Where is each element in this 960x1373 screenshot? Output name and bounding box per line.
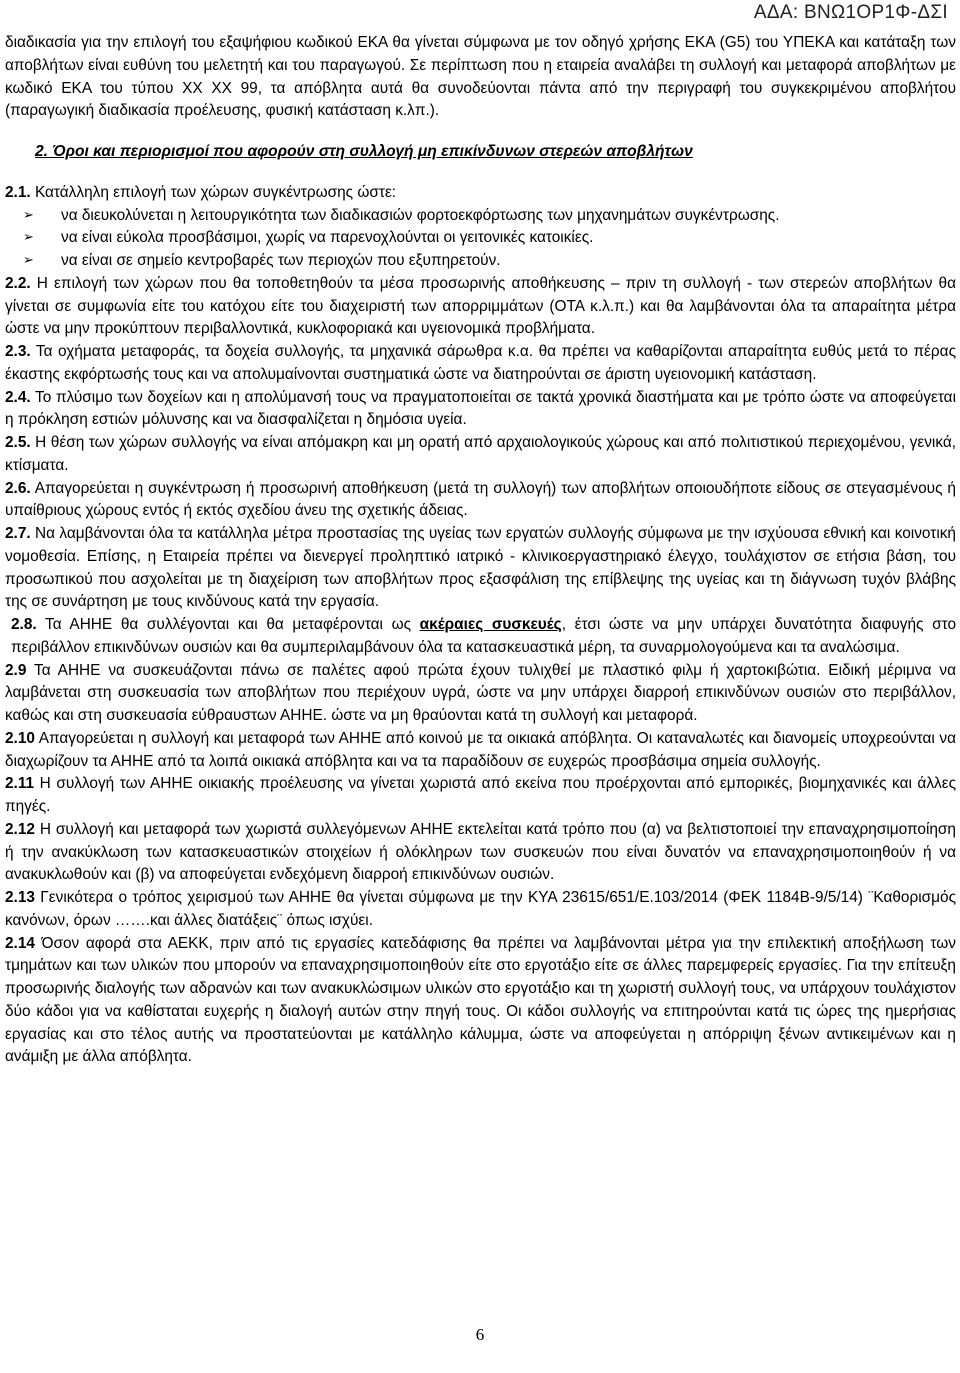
paragraph-number: 2.1. <box>5 183 31 201</box>
arrow-bullet-icon: ➢ <box>23 230 34 246</box>
paragraph-2-10 <box>5 728 956 774</box>
paragraph-2-4 <box>5 387 956 433</box>
paragraph-2-11 <box>5 773 956 819</box>
paragraph-text: Απαγορεύεται η συλλογή και μεταφορά των ΑΗΗΕ από κοινού με τα οικιακά απόβλητα. Οι καταναλωτές και διανομείς υποχρεούνται να διαχωρίζουν τα ΑΗΗΕ από τα λοιπά οικιακά απόβλητα και να τα παραδίδουν σε ευχερώς προσβάσιμα σημεία συλλογής. <box>5 729 956 770</box>
bullet-item <box>5 205 956 228</box>
paragraph-number: 2.12 <box>5 820 35 838</box>
document-body <box>5 32 956 1069</box>
paragraph-2-1 <box>5 182 956 205</box>
emphasis-text: ακέραιες συσκευές <box>419 616 562 633</box>
paragraph-number: 2.10 <box>5 729 35 747</box>
paragraph-2-14 <box>5 933 956 1070</box>
paragraph-text: Τα ΑΗΗΕ να συσκευάζονται πάνω σε παλέτες αφού πρώτα έχουν τυλιχθεί με πλαστικό φιλμ ή χαρτοκιβώτια. Ειδική μέριμνα να λαμβάνεται στη συσκευασία των αποβλήτων που περιέχουν υγρά, ώστε να μην υπάρχει διαρροή επικινδύνων ουσιών στο περιβάλλον, καθώς και στη συσκευασία εύθραυστων ΑΗΗΕ. ώστε να μη θραύονται κατά τη συλλογή και μεταφορά. <box>5 661 956 724</box>
bullet-item <box>5 250 956 273</box>
paragraph-2-12 <box>5 819 956 887</box>
paragraph-text: Απαγορεύεται η συγκέντρωση ή προσωρινή αποθήκευση (μετά τη συλλογή) των αποβλήτων οποιουδήποτε είδους σε στεγασμένους ή υπαίθριους χώρους εντός ή εκτός σχεδίου άνευ της σχετικής άδειας. <box>5 479 956 520</box>
paragraph-2-9 <box>5 660 956 728</box>
paragraph-text: Γενικότερα ο τρόπος χειρισμού των ΑΗΗΕ θα γίνεται σύμφωνα με την ΚΥΑ 23615/651/Ε.103/2014 (ΦΕΚ 1184Β-9/5/14) ¨Καθορισμός κανόνων, όρων …….και άλλες διατάξεις¨ όπως ισχύει. <box>5 889 956 929</box>
paragraph-2-2 <box>5 273 956 341</box>
bullet-item <box>5 227 956 250</box>
section-heading: 2. Όροι και περιορισμοί που αφορούν στη συλλογή μη επικίνδυνων στερεών αποβλήτων <box>35 143 693 160</box>
paragraph-number: 2.5. <box>5 434 31 451</box>
paragraph-2-8 <box>5 614 956 660</box>
paragraph-text: Η επιλογή των χώρων που θα τοποθετηθούν τα μέσα προσωρινής αποθήκευσης – πριν τη συλλογή - των στερεών αποβλήτων θα γίνεται σε συμφωνία είτε του κατόχου είτε του διαχειριστή των απορριμμάτων (ΟΤΑ κ.λ.π.) και θα λαμβάνονται όλα τα απαραίτητα μέτρα ώστε να μην προκύπτουν περιβαλλοντικά, κυκλοφοριακά και υγειονομικά προβλήματα. <box>5 274 956 338</box>
paragraph-text: Να λαμβάνονται όλα τα κατάλληλα μέτρα προστασίας της υγείας των εργατών συλλογής σύμφωνα με την ισχύουσα εθνική και κοινοτική νομοθεσία. Επίσης, η Εταιρεία πρέπει να διενεργεί προληπτικό ιατρικό - κλινικοεργαστηριακό έλεγχο, τουλάχιστον σε ετήσια βάση, του προσωπικού που ασχολείται με τη διαχείριση των αποβλήτων προς εξασφάλιση της επίβλεψης της υγείας και τη διάγνωση τυχόν βλάβης της σε συνάρτηση με τους κινδύνους κατά την εργασία. <box>5 525 956 611</box>
paragraph-number: 2.4. <box>5 388 31 406</box>
bullet-text: να είναι εύκολα προσβάσιμοι, χωρίς να παρενοχλούνται οι γειτονικές κατοικίες. <box>61 229 594 247</box>
paragraph-text: Η συλλογή και μεταφορά των χωριστά συλλεγόμενων ΑΗΗΕ εκτελείται κατά τρόπο που (α) να βελτιστοποιεί την επαναχρησιμοποίηση ή την ανακύκλωση των κατασκευαστικών στοιχείων ή ολόκληρων των συσκευών που είναι δυνατόν να επαναχρησιμοποιηθούν ή να ανακυκλωθούν και (β) να αποφεύγεται ενδεχόμενη διαρροή επικινδύνων ουσιών. <box>5 820 956 884</box>
arrow-bullet-icon: ➢ <box>23 207 34 223</box>
paragraph-number: 2.9 <box>5 661 27 679</box>
paragraph-text: , έτσι ώστε να μην υπάρχει δυνατότητα διαφυγής στο περιβάλλον επικινδύνων ουσιών και θα συμπεριλαμβάνουν όλα τα κατασκευαστικά μέρη, τα συναρμολογούμενα και τα αναλώσιμα. <box>11 616 956 656</box>
paragraph-2-3 <box>5 341 956 387</box>
bullet-text: να είναι σε σημείο κεντροβαρές των περιοχών που εξυπηρετούν. <box>61 252 501 269</box>
paragraph-text: Τα ΑΗΗΕ θα συλλέγονται και θα μεταφέρονται ως <box>36 616 420 633</box>
page-number: 6 <box>475 1325 485 1344</box>
paragraph-number: 2.2. <box>5 274 31 292</box>
paragraph-2-13 <box>5 887 956 933</box>
paragraph-number: 2.6. <box>5 479 31 497</box>
paragraph-number: 2.13 <box>5 889 35 906</box>
paragraph-number: 2.14 <box>5 934 35 952</box>
paragraph-number: 2.11 <box>5 775 35 793</box>
paragraph-2-5 <box>5 432 956 478</box>
ada-code: ΑΔΑ: ΒΝΩ1ΟΡ1Φ-ΔΣΙ <box>753 2 948 23</box>
arrow-bullet-icon: ➢ <box>23 253 34 268</box>
paragraph-2-7 <box>5 523 956 614</box>
bullet-text: να διευκολύνεται η λειτουργικότητα των διαδικασιών φορτοεκφόρτωσης των μηχανημάτων συγκέντρωσης. <box>61 206 780 224</box>
intro-paragraph: διαδικασία για την επιλογή του εξαψήφιου κωδικού ΕΚΑ θα γίνεται σύμφωνα με τον οδηγό χρήσης ΕΚΑ (G5) του ΥΠΕΚΑ και κατάταξη των αποβλήτων είναι ευθύνη του μελετητή και του παραγωγού. Σε περίπτωση που η εταιρεία αναλάβει τη συλλογή και μεταφορά αποβλήτων με κωδικό ΕΚΑ του τύπου ΧΧ ΧΧ 99, τα απόβλητα αυτά θα συνοδεύονται πάντα από την περιγραφή του συγκεκριμένου αποβλήτου (παραγωγική διαδικασία προέλευσης, φυσική κατάσταση κ.λπ.). <box>5 34 956 120</box>
paragraph-number: 2.3. <box>5 343 31 360</box>
paragraph-text: Τα οχήματα μεταφοράς, τα δοχεία συλλογής, τα μηχανικά σάρωθρα κ.α. θα πρέπει να καθαρίζονται απαραίτητα ευθύς μετά το πέρας έκαστης εκφόρτωσής τους και να απολυμαίνονται συστηματικά ώστε να διατηρούνται σε άριστη υγειονομική κατάσταση. <box>5 343 956 383</box>
paragraph-text: Όσον αφορά στα ΑΕΚΚ, πριν από τις εργασίες κατεδάφισης θα πρέπει να λαμβάνονται μέτρα για την επιλεκτική αποξήλωση των τμημάτων και των υλικών που μπορούν να επαναχρησιμοποιηθούν είτε στο εργοτάξιο είτε σε άλλες παρεμφερείς εργασίες. Για την επίτευξη προσωρινής διαλογής των αδρανών και των ανακυκλώσιμων υλικών στο εργοτάξιο και τη χωριστή συλλογή τους, να υπάρχουν τουλάχιστον δύο κάδοι για να καθίσταται ευχερής η διαλογή αυτών στην πηγή τους. Οι κάδοι συλλογής να επιτηρούνται κατά τις ώρες της ημερήσιας εργασίας και στο τέλος αυτής να προστατεύονται με κατάλληλο κάλυμμα, ώστε να αποφεύγεται η απόρριψη ξένων αντικειμένων και η ανάμιξη με άλλα απόβλητα. <box>5 934 956 1066</box>
paragraph-number: 2.8. <box>11 616 37 633</box>
paragraph-text: Η συλλογή των ΑΗΗΕ οικιακής προέλευσης να γίνεται χωριστά από εκείνα που προέρχονται από εμπορικές, βιομηχανικές και άλλες πηγές. <box>5 775 956 815</box>
paragraph-text: Το πλύσιμο των δοχείων και η απολύμανσή τους να πραγματοποιείται σε τακτά χρονικά διαστήματα και με τρόπο ώστε να αποφεύγεται η πρόκληση εστιών μόλυνσης και να διασφαλίζεται η δημόσια υγεία. <box>5 388 956 429</box>
paragraph-2-6 <box>5 478 956 524</box>
paragraph-number: 2.7. <box>5 525 31 542</box>
paragraph-text: Κατάλληλη επιλογή των χώρων συγκέντρωσης ώστε: <box>30 183 397 201</box>
paragraph-text: Η θέση των χώρων συλλογής να είναι απόμακρη και μη ορατή από αρχαιολογικούς χώρους και από πολιτιστικού περιεχομένου, γενικά, κτίσματα. <box>5 434 956 474</box>
